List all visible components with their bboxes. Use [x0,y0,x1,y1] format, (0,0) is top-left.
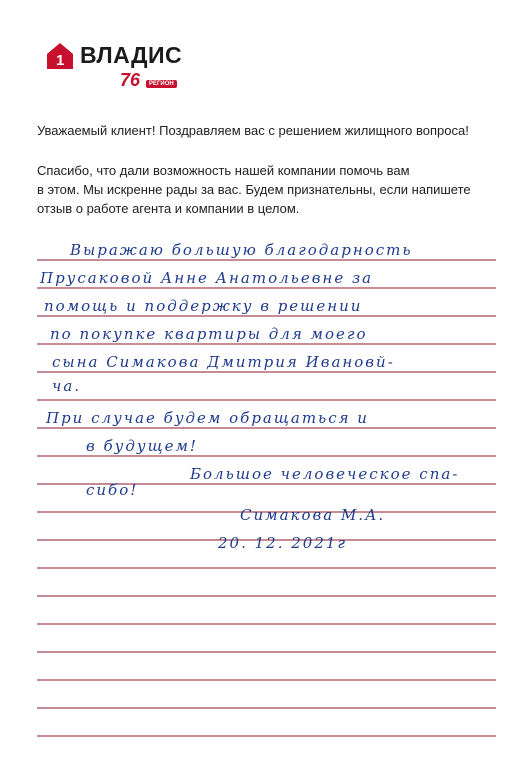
handwriting-line: Выражаю большую благодарность [70,241,413,259]
handwriting-line: помощь и поддержку в решении [44,297,363,315]
logo-region-label: РЕГИОН [146,80,177,88]
logo-brand-name: ВЛАДИС [80,42,183,68]
signature: Симакова М.А. [240,506,386,524]
handwritten-date: 20. 12. 2021г [218,534,348,552]
logo-region-number: 76 [120,70,141,90]
svg-text:1: 1 [56,52,65,69]
handwriting-line: При случае будем обращаться и [46,409,369,427]
handwriting-line: по покупке квартиры для моего [50,325,368,343]
handwriting-line: ча. [52,377,82,395]
handwriting-line: в будущем! [86,437,198,455]
handwriting-line: сына Симакова Дмитрия Ивановй- [52,353,395,371]
intro-line: Спасибо, что дали возможность нашей компании помочь вам [37,163,410,178]
handwriting-line: Прусаковой Анне Анатольевне за [40,269,374,287]
intro-line: отзыв о работе агента и компании в целом. [37,201,300,216]
handwriting-line: Большое человеческое спа- [190,465,460,483]
handwriting-line: сибо! [86,481,139,499]
greeting-text: Уважаемый клиент! Поздравляем вас с решением жилищного вопроса! [37,123,469,138]
intro-line: в этом. Мы искренне рады за вас. Будем признательны, если напишете [37,182,471,197]
